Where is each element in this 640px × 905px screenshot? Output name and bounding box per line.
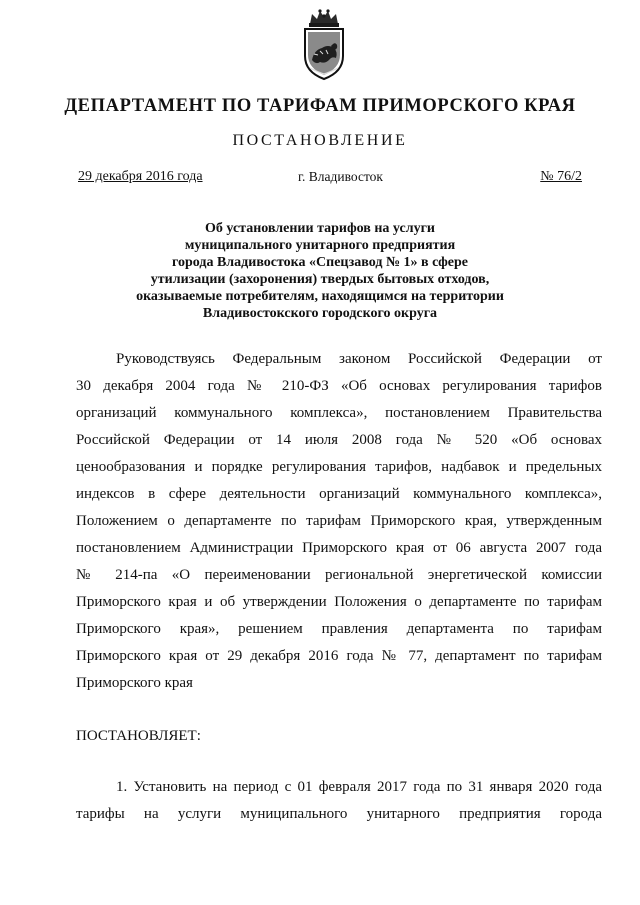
paragraph-line: Российской Федерации от 14 июля 2008 года № 520 «Об основах <box>76 432 602 448</box>
paragraph-line: индексов в сфере деятельности организаций коммунального комплекса», <box>76 486 602 502</box>
subject-line: муниципального унитарного предприятия <box>184 238 456 253</box>
resolves-heading: ПОСТАНОВЛЯЕТ: <box>76 728 201 744</box>
paragraph-line: Приморского края <box>76 675 193 691</box>
department-title: ДЕПАРТАМЕНТ ПО ТАРИФАМ ПРИМОРСКОГО КРАЯ <box>64 96 576 116</box>
paragraph-line: Руководствуясь Федеральным законом Российской Федерации от <box>116 351 602 367</box>
paragraph-line: 30 декабря 2004 года № 210-ФЗ «Об основах регулирования тарифов <box>76 378 602 394</box>
subject-line: оказываемые потребителям, находящимся на территории <box>136 289 504 304</box>
document-number: № 76/2 <box>540 169 582 184</box>
document-subject <box>60 220 580 322</box>
paragraph-line: ценообразования и порядке регулирования тарифов, надбавок и предельных <box>76 459 602 475</box>
subject-line: утилизации (захоронения) твердых бытовых отходов, <box>150 272 490 287</box>
subject-line: Об установлении тарифов на услуги <box>204 221 435 236</box>
subject-line: Владивостокского городского округа <box>202 306 438 321</box>
clause-line: тарифы на услуги муниципального унитарного предприятия города <box>76 806 602 822</box>
paragraph-line: Приморского края и об утверждении Положения о департаменте по тарифам <box>76 594 602 610</box>
paragraph-line: № 214-па «О переименовании региональной энергетической комиссии <box>76 567 602 583</box>
paragraph-line: организаций коммунального комплекса», постановлением Правительства <box>76 405 602 421</box>
coat-of-arms-icon <box>298 8 350 82</box>
subject-line: города Владивостока «Спецзавод № 1» в сфере <box>172 255 468 270</box>
document-type: ПОСТАНОВЛЕНИЕ <box>232 132 408 149</box>
clause-1 <box>76 774 602 828</box>
document-date: 29 декабря 2016 года <box>78 169 203 184</box>
paragraph-line: Положением о департаменте по тарифам Приморского края, утвержденным <box>76 513 602 529</box>
paragraph-line: Приморского края», решением правления департамента по тарифам <box>76 621 602 637</box>
clause-line: 1. Установить на период с 01 февраля 2017 года по 31 января 2020 года <box>116 779 602 795</box>
paragraph-line: постановлением Администрации Приморского края от 06 августа 2007 года <box>76 540 602 556</box>
preamble-paragraph <box>76 346 602 697</box>
paragraph-line: Приморского края от 29 декабря 2016 года № 77, департамент по тарифам <box>76 648 602 664</box>
document-city: г. Владивосток <box>298 169 383 184</box>
